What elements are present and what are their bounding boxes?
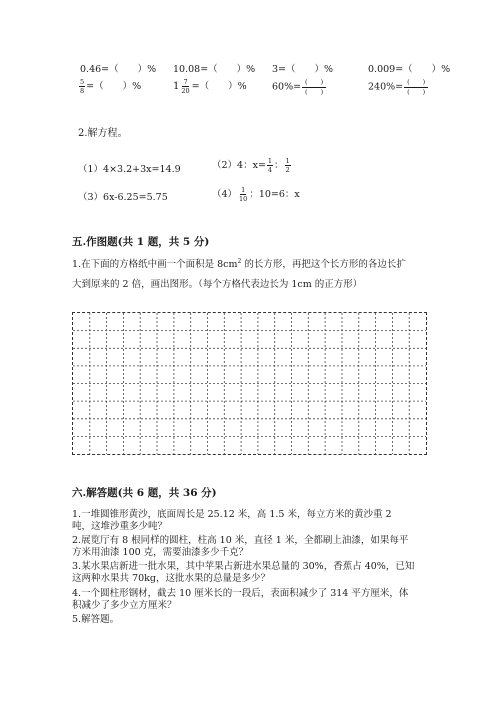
question-line: 3.某水果店新进一批水果，其中苹果占新进水果总量的 30%，香蕉占 40%，已知	[72, 561, 415, 572]
exercise-240-percent: 240%= $\frac{( )}{( )}$	[368, 79, 428, 95]
question-line: 这两种水果共 70kg，这批水果的总量是多少？	[72, 573, 270, 584]
question-line: 2.展览厅有 8 根同样的圆柱，柱高 10 米，直径 1 米，全都刷上油漆，如果每平	[72, 535, 409, 546]
exercise-60-percent: 60%= $\frac{( )}{( )}$	[272, 79, 326, 95]
section-5-title: 五.作图题(共 1 题，共 5 分)	[72, 236, 210, 248]
blank-fraction: $\frac{( )}{( )}$	[404, 79, 428, 95]
section-6-title: 六.解答题(共 6 题，共 36 分)	[72, 487, 217, 499]
exercise-0.009: 0.009=（ ）%	[368, 64, 451, 75]
equation-3: （3）6x-6.25=5.75	[78, 192, 168, 203]
blank-fraction: $\frac{( )}{( )}$	[302, 79, 326, 95]
question-line: 4.一个圆柱形钢材，截去 10 厘米长的一段后，表面积减少了 314 平方厘米，体	[72, 588, 409, 599]
question-line: 5.解答题。	[72, 614, 120, 625]
question-line: 吨，这堆沙重多少吨？	[72, 521, 168, 532]
question-line: 方米用油漆 100 克，需要油漆多少千克？	[72, 547, 249, 558]
exercise-mixed-fraction: 1 $\frac{7}{20}$ =（ ）%	[173, 77, 247, 95]
fraction: $\frac{5}{8}$	[80, 77, 85, 95]
section-5-line-2: 大到原来的 2 倍，画出图形。（每个方格代表边长为 1cm 的正方形）	[72, 279, 363, 290]
exercise-3: 3=（ ）%	[272, 64, 334, 75]
section-5-line-1: 1.在下面的方格纸中画一个面积是 $8cm^2$ 的长方形，再把这个长方形的各边长扩	[72, 258, 406, 271]
question-line: 积减少了多少立方厘米？	[72, 600, 177, 611]
exercise-10.08: 10.08=（ ）%	[173, 64, 256, 75]
question-2-title: 2.解方程。	[78, 128, 128, 139]
equation-2: （2）4：x= $\frac{1}{4}$ ： $\frac{1}{2}$	[212, 156, 290, 174]
grid-lines	[73, 313, 426, 454]
question-line: 1.一堆圆锥形黄沙，底面周长是 25.12 米，高 1.5 米，每立方米的黄沙重 2	[72, 509, 392, 520]
drawing-grid	[72, 312, 427, 455]
fraction: $\frac{7}{20}$	[181, 77, 190, 95]
exercise-0.46: 0.46=（ ）%	[80, 64, 157, 75]
exercise-five-eighths: $\frac{5}{8}$ =（ ）%	[80, 77, 142, 95]
equation-1: （1）4×3.2+3x=14.9	[78, 164, 181, 175]
equation-4: （4） $\frac{1}{10}$ ：10=6：x	[212, 185, 300, 203]
